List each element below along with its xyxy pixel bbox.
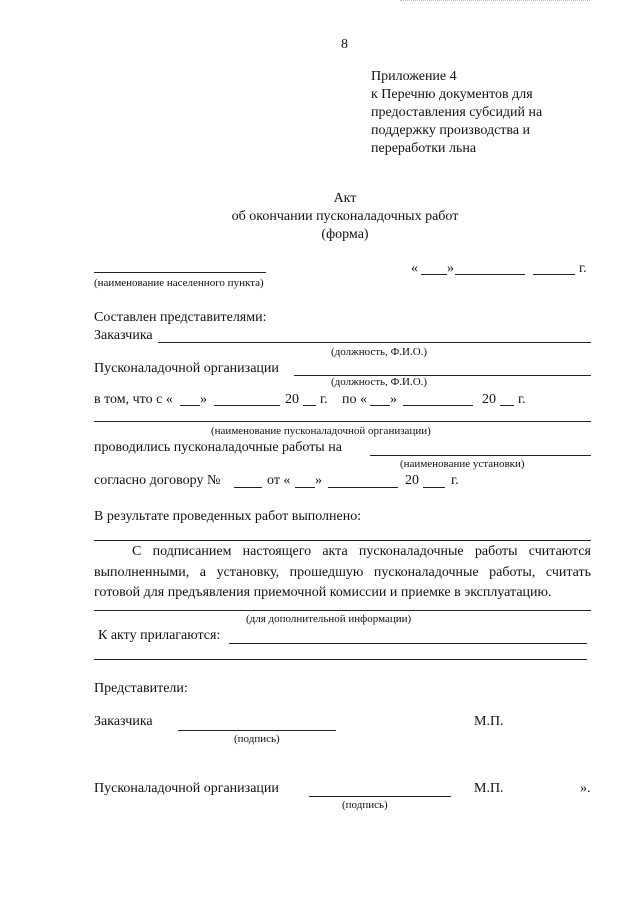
date-year-suffix: г. [579,261,587,276]
date-close-quote: » [447,261,454,276]
stamp-place-label: М.П. [474,781,504,796]
position-hint: (должность, Ф.И.О.) [331,346,428,358]
period-from-month-underline [214,405,280,406]
date-day-underline [421,274,447,275]
period-from-text: в том, что с « [94,392,173,407]
signature-hint: (подпись) [234,733,280,745]
date-year-underline [533,274,575,275]
appendix-line: предоставления субсидий на [371,105,543,120]
contract-year-prefix: 20 [405,473,419,488]
title-line: об окончании пусконаладочных работ [231,209,459,224]
composed-label: Составлен представителями: [94,310,267,325]
installation-hint: (наименование установки) [400,458,525,470]
appendix-line: к Перечню документов для [371,87,533,102]
contract-day-underline [295,487,315,488]
additional-info-hint: (для дополнительной информации) [246,613,412,625]
period-close-quote: » [390,392,397,407]
works-label: проводились пусконаладочные работы на [94,440,342,455]
customer-label: Заказчика [94,328,153,343]
scan-artifact [400,0,590,1]
signature-hint: (подпись) [342,799,388,811]
period-from-day-underline [180,405,200,406]
org-sign-label: Пусконаладочной организации [94,781,279,796]
commissioning-org-label: Пусконаладочной организации [94,361,279,376]
contract-number-underline [234,487,262,488]
stamp-place-label: М.П. [474,714,504,729]
page-number: 8 [341,37,348,52]
installation-underline [370,455,591,456]
period-year-suffix: г. [518,392,526,407]
result-label: В результате проведенных работ выполнено: [94,509,362,524]
org-name-hint: (наименование пусконаладочной организации) [211,425,431,437]
place-underline [94,272,266,273]
period-year-prefix: 20 [482,392,496,407]
signing-paragraph: С подписанием настоящего акта пусконаладочные работы считаются выполненными, а установку, прошедшую пусконаладочные работы, считать готовой для предъявления приемочной комиссии и приемке в эксплуатацию. [94,544,591,600]
appendix-line: переработки льна [371,141,477,156]
title-line: Акт [333,191,357,206]
org-name-underline [94,421,591,422]
place-hint: (наименование населенного пункта) [94,277,264,289]
customer-underline [158,342,591,343]
period-year-suffix: г. [320,392,328,407]
position-hint: (должность, Ф.И.О.) [331,376,428,388]
period-to-year-underline [500,405,514,406]
attached-label: К акту прилагаются: [98,628,221,643]
period-year-prefix: 20 [285,392,299,407]
contract-text: согласно договору № [94,473,221,488]
appendix-line: поддержку производства и [371,123,531,138]
org-signature-underline [309,796,451,797]
customer-sign-label: Заказчика [94,714,153,729]
period-from-year-underline [303,405,316,406]
date-month-underline [455,274,525,275]
attached-underline-2 [94,659,587,660]
date-open-quote: « [411,261,418,276]
title-line: (форма) [321,227,369,242]
attached-underline [229,643,587,644]
appendix-line: Приложение 4 [371,69,457,84]
period-to-month-underline [403,405,473,406]
result-underline [94,540,591,541]
customer-signature-underline [178,730,336,731]
contract-year-underline [423,487,445,488]
contract-year-suffix: г. [451,473,459,488]
period-to-day-underline [370,405,390,406]
period-close-quote: » [200,392,207,407]
period-to-text: по « [342,392,367,407]
additional-info-underline [94,610,591,611]
contract-close-quote: » [315,473,322,488]
closing-quote: ». [580,781,591,796]
contract-from-text: от « [267,473,291,488]
representatives-label: Представители: [94,681,188,696]
contract-month-underline [328,487,398,488]
